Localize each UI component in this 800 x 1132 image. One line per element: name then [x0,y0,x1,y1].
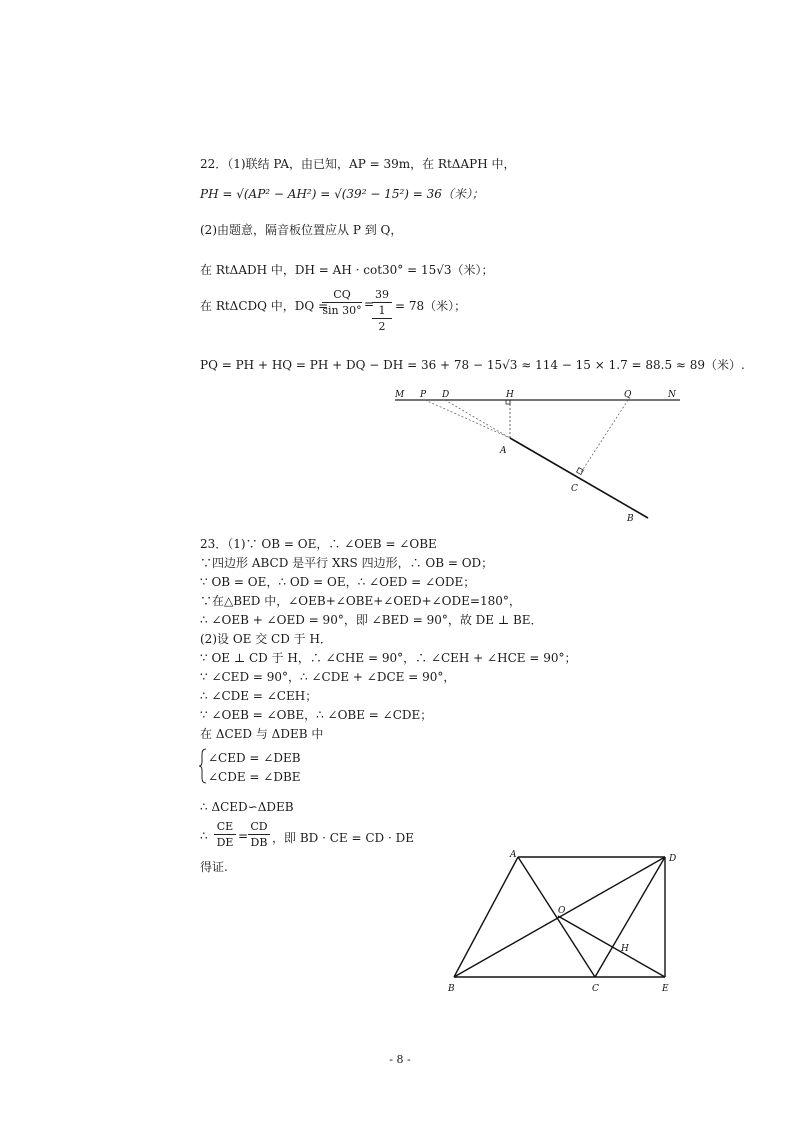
q22-fraction-39-half [372,288,392,333]
segment-qc [580,400,628,474]
label-a: A [510,850,517,860]
q23-line-2: ∵四边形 ABCD 是平行 XRS 四边形，∴ OB = OD； [200,556,494,570]
label-h: H [506,390,514,400]
fraction-denominator: DB [250,836,268,849]
label-h: H [621,944,629,954]
figure-22-diagram [390,385,690,525]
segment-oe [558,916,665,977]
q22-line-3: (2)由题意，隔音板位置应从 P 到 Q， [200,223,403,237]
label-d: D [669,854,677,864]
label-c: C [592,984,599,994]
fraction-denominator-den: 2 [378,320,386,333]
right-angle-mark-c [577,468,584,475]
segment-pa [425,400,510,438]
q22-line-5-prefix: 在 RtΔCDQ 中，DQ = [200,299,329,313]
figure-23-diagram [440,845,690,1000]
q23-line-7: ∵ OE ⊥ CD 于 H，∴ ∠CHE = 90°，∴ ∠CEH + ∠HCE = 90°； [200,651,577,665]
q22-line-4: 在 RtΔADH 中，DH = AH · cot30° = 15√3（米）； [200,263,494,277]
label-b: B [627,514,634,524]
label-b: B [448,984,455,994]
fraction-denominator: sin 30° [322,304,362,317]
fraction-numerator: CE [216,820,234,833]
q22-line-5-suffix: = 78（米）； [395,299,467,313]
q23-line-15-eq: = [238,829,249,843]
segment-dc [595,857,665,977]
q23-line-13: ∠CDE = ∠DBE [208,770,301,784]
q23-line-9: ∴ ∠CDE = ∠CEH； [200,689,318,703]
fraction-bar-inner [372,318,392,319]
q22-fraction-cq-sin30 [322,288,362,317]
label-c: C [571,484,578,494]
label-n: N [668,390,676,400]
fraction-numerator: CD [250,820,268,833]
system-brace [199,748,207,784]
q23-line-8: ∵ ∠CED = 90°，∴ ∠CDE + ∠DCE = 90°， [200,670,456,684]
q23-line-12: ∠CED = ∠DEB [208,751,301,765]
fraction-numerator: 39 [375,288,389,301]
fraction-numerator: CQ [333,288,351,301]
q23-line-10: ∵ ∠OEB = ∠OBE，∴ ∠OBE = ∠CDE； [200,708,433,722]
q23-line-16: 得证. [200,860,228,874]
segment-da [445,400,510,438]
q23-line-1: 23．（1)∵ OB = OE，∴ ∠OEB = ∠OBE [200,537,437,551]
label-p: P [420,390,427,400]
q23-line-15-prefix: ∴ [200,829,208,843]
q22-line-2: PH = √(AP² − AH²) = √(39² − 15²) = 36（米）； [200,187,484,201]
q23-line-5: ∴ ∠OEB + ∠OED = 90°，即 ∠BED = 90°，故 DE ⊥ BE． [200,613,543,627]
q23-line-3: ∵ OB = OE，∴ OD = OE，∴ ∠OED = ∠ODE； [200,575,476,589]
label-o: O [558,906,566,916]
fraction-bar [322,302,362,303]
label-q: Q [624,390,632,400]
fraction-bar [214,834,236,835]
q23-line-15-suffix: ，即 BD · CE = CD · DE [272,831,414,845]
segment-ab [510,438,648,518]
q22-line-6: PQ = PH + HQ = PH + DQ − DH = 36 + 78 − 15√3 ≈ 114 − 15 × 1.7 = 88.5 ≈ 89（米）. [200,358,745,372]
fraction-denominator-num: 1 [378,304,386,317]
page-number: - 8 - [389,1053,411,1066]
fraction-bar [248,834,270,835]
label-a: A [500,446,507,456]
q23-line-14: ∴ ΔCED∽ΔDEB [200,800,294,814]
segment-ac [518,857,595,977]
fraction-bar [372,302,392,303]
q23-line-4: ∵在△BED 中，∠OEB+∠OBE+∠OED+∠ODE=180°， [200,594,521,608]
label-d: D [442,390,450,400]
q23-line-11: 在 ΔCED 与 ΔDEB 中 [200,727,324,741]
q23-line-6: (2)设 OE 交 CD 于 H． [200,632,332,646]
label-m: M [395,390,405,400]
q22-line-1: 22．（1)联结 PA，由已知，AP = 39m，在 RtΔAPH 中， [200,157,516,171]
q22-line-5-eq: = [364,297,375,311]
fraction-denominator: DE [216,836,234,849]
q23-fraction-cd-db [248,820,270,849]
q23-fraction-ce-de [214,820,236,849]
label-e: E [662,984,669,994]
